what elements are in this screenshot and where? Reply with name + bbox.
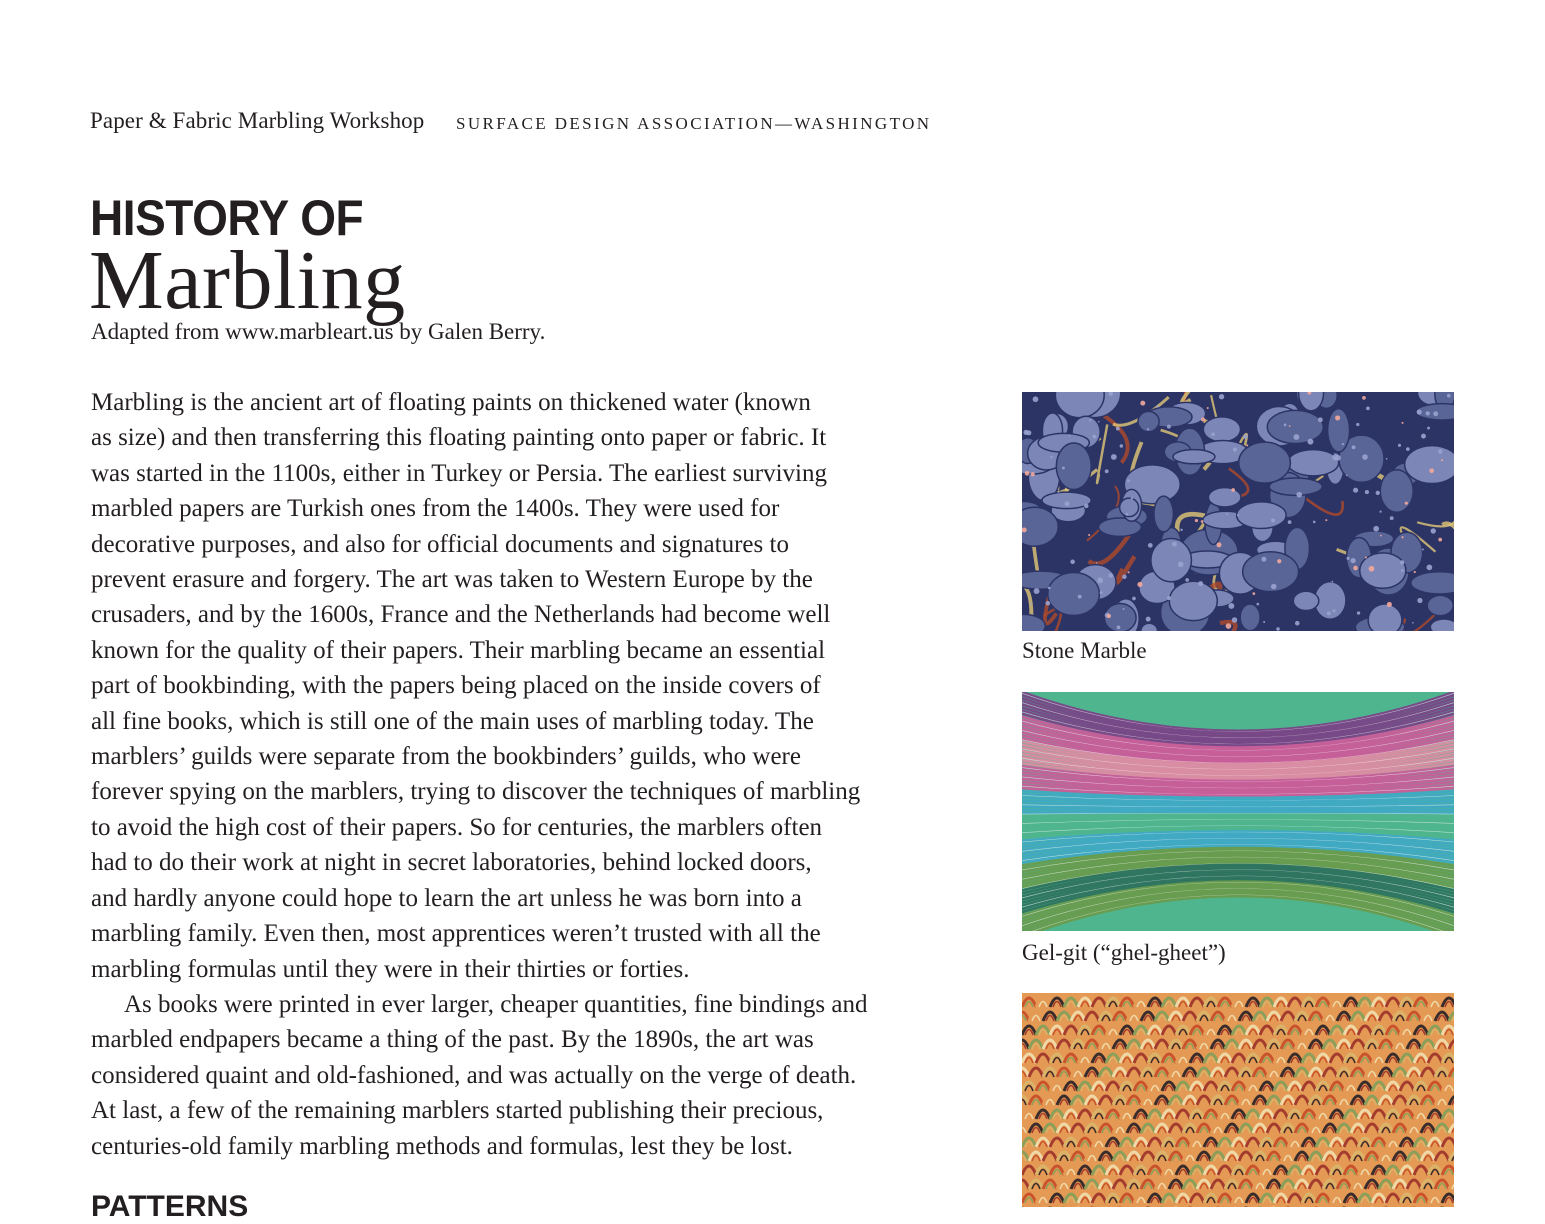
body-text	[91, 385, 941, 1164]
body-line: marbling family. Even then, most apprentices weren’t trusted with all the	[91, 920, 821, 948]
body-line: was started in the 1100s, either in Turkey or Persia. The earliest surviving	[91, 459, 827, 487]
caption-gel-git: Gel-git (“ghel-gheet”)	[1022, 940, 1226, 965]
body-line: Marbling is the ancient art of floating paints on thickened water (known	[91, 389, 811, 416]
title-history-of: HISTORY OF	[90, 190, 364, 246]
body-line: marbling formulas until they were in their thirties or forties.	[91, 955, 690, 983]
stone-marble-pattern	[1022, 392, 1454, 631]
body-line: marblers’ guilds were separate from the bookbinders’ guilds, who were	[91, 743, 801, 771]
title-marbling: Marbling	[89, 234, 406, 327]
stone-marble-image	[1022, 392, 1454, 631]
body-line: all fine books, which is still one of the main uses of marbling today. The	[91, 707, 814, 735]
body-line: part of bookbinding, with the papers being placed on the inside covers of	[91, 672, 821, 700]
body-line: At last, a few of the remaining marblers started publishing their precious,	[91, 1097, 824, 1125]
body-line: had to do their work at night in secret laboratories, behind locked doors,	[91, 849, 812, 877]
attribution: Adapted from www.marbleart.us by Galen Berry.	[91, 319, 546, 344]
body-line: considered quaint and old-fashioned, and was actually on the verge of death.	[91, 1061, 857, 1089]
nonpareil-pattern	[1022, 993, 1454, 1207]
body-line: known for the quality of their papers. Their marbling became an essential	[91, 636, 826, 664]
body-line: crusaders, and by the 1600s, France and the Netherlands had become well	[91, 601, 831, 629]
body-line: decorative purposes, and also for official documents and signatures to	[91, 530, 789, 558]
body-line: to avoid the high cost of their papers. So for centuries, the marblers often	[91, 813, 823, 841]
body-line: and hardly anyone could hope to learn the art unless he was born into a	[91, 884, 802, 912]
gel-git-image	[1022, 692, 1454, 931]
body-line: marbled endpapers became a thing of the past. By the 1890s, the art was	[91, 1026, 814, 1054]
gel-git-pattern	[1022, 692, 1454, 931]
nonpareil-image	[1022, 993, 1454, 1207]
header-workshop: Paper & Fabric Marbling Workshop	[90, 108, 425, 133]
header-organization: SURFACE DESIGN ASSOCIATION—WASHINGTON	[456, 114, 932, 133]
body-line: As books were printed in ever larger, cheaper quantities, fine bindings and	[124, 990, 868, 1018]
body-line: as size) and then transferring this floating painting onto paper or fabric. It	[91, 424, 827, 452]
body-line: centuries-old family marbling methods and formulas, lest they be lost.	[91, 1132, 793, 1160]
patterns-heading: PATTERNS	[91, 1190, 249, 1223]
body-line: marbled papers are Turkish ones from the 1400s. They were used for	[91, 495, 780, 523]
body-line: prevent erasure and forgery. The art was taken to Western Europe by the	[91, 566, 813, 594]
caption-stone-marble: Stone Marble	[1022, 638, 1147, 663]
body-line: forever spying on the marblers, trying to discover the techniques of marbling	[91, 778, 861, 806]
